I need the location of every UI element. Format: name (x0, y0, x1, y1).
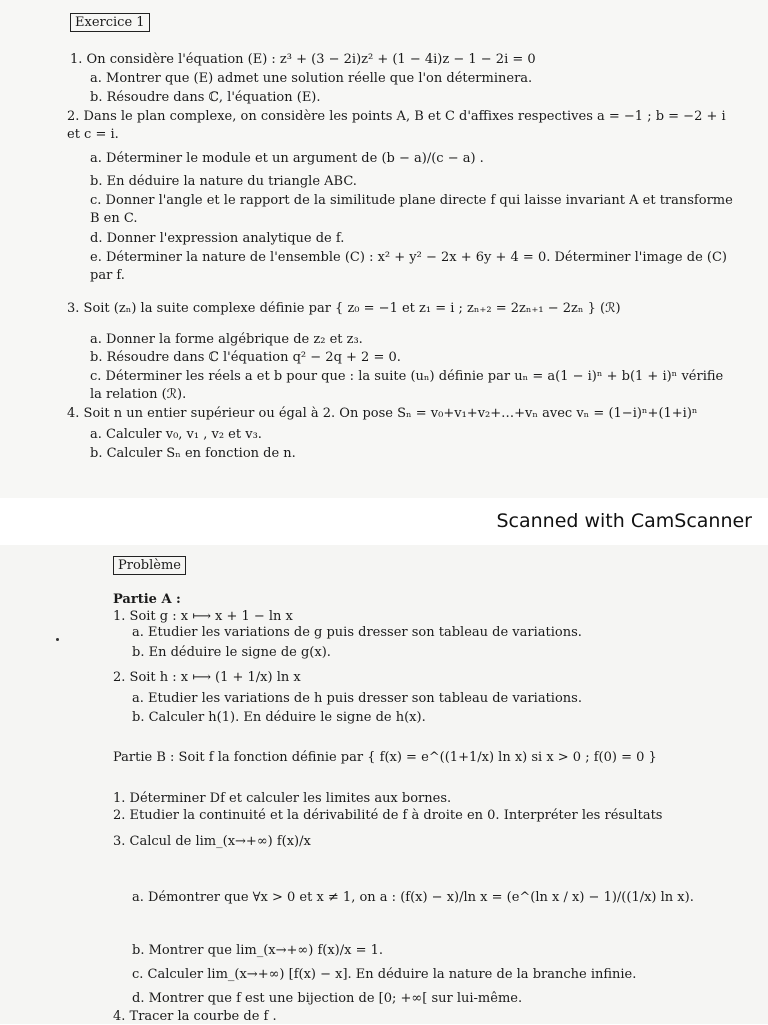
problem-line: a. Démontrer que ∀x > 0 et x ≠ 1, on a : (f(x) − x)/ln x = (e^(ln x / x) − 1)/((1/x) ln x). (132, 890, 694, 905)
exercise-line: la relation (ℛ). (90, 387, 187, 402)
problem-line: 2. Soit h : x ⟼ (1 + 1/x) ln x (113, 670, 301, 685)
problem-line: Partie A : (113, 592, 181, 607)
exercise-line: a. Montrer que (E) admet une solution réelle que l'on déterminera. (90, 71, 533, 86)
exercise-line: d. Donner l'expression analytique de f. (90, 231, 345, 246)
problem-line: b. Calculer h(1). En déduire le signe de h(x). (132, 710, 426, 725)
problem-line: a. Etudier les variations de g puis dresser son tableau de variations. (132, 625, 582, 640)
problem-line: c. Calculer lim_(x→+∞) [f(x) − x]. En déduire la nature de la branche infinie. (132, 967, 637, 982)
problem-line: d. Montrer que f est une bijection de [0; +∞[ sur lui-même. (132, 991, 523, 1006)
exercise-line: et c = i. (67, 127, 119, 142)
exercise-line: B en C. (90, 211, 138, 226)
exercise-title: Exercice 1 (70, 13, 150, 32)
exercise-line: c. Déterminer les réels a et b pour que : la suite (uₙ) définie par uₙ = a(1 − i)ⁿ + b(1 + i)ⁿ vérifie (90, 369, 724, 384)
exercise-line: 3. Soit (zₙ) la suite complexe définie par { z₀ = −1 et z₁ = i ; zₙ₊₂ = 2zₙ₊₁ − 2zₙ } (ℛ) (67, 301, 621, 316)
exercise-line: a. Donner la forme algébrique de z₂ et z₃. (90, 332, 363, 347)
problem-line: 4. Tracer la courbe de f . (113, 1009, 277, 1024)
problem-line: b. En déduire le signe de g(x). (132, 645, 331, 660)
exercise-line: b. Calculer Sₙ en fonction de n. (90, 446, 296, 461)
exercise-line: b. Résoudre dans ℂ, l'équation (E). (90, 90, 321, 105)
problem-line: 2. Etudier la continuité et la dérivabilité de f à droite en 0. Interpréter les résultats (113, 808, 663, 823)
exercise-line: 2. Dans le plan complexe, on considère les points A, B et C d'affixes respectives a = −1 ; b = −2 + i (67, 109, 726, 124)
problem-title: Problème (113, 556, 186, 575)
exercise-sheet (0, 0, 768, 498)
problem-line: 3. Calcul de lim_(x→+∞) f(x)/x (113, 834, 311, 849)
exercise-line: par f. (90, 268, 125, 283)
problem-line: b. Montrer que lim_(x→+∞) f(x)/x = 1. (132, 943, 384, 958)
problem-line: 1. Déterminer Df et calculer les limites aux bornes. (113, 791, 452, 806)
problem-line: 1. Soit g : x ⟼ x + 1 − ln x (113, 609, 293, 624)
exercise-line: b. Résoudre dans ℂ l'équation q² − 2q + 2 = 0. (90, 350, 401, 365)
speck (56, 638, 59, 641)
exercise-line: c. Donner l'angle et le rapport de la similitude plane directe f qui laisse invariant A et transforme (90, 193, 733, 208)
exercise-line: 4. Soit n un entier supérieur ou égal à 2. On pose Sₙ = v₀+v₁+v₂+…+vₙ avec vₙ = (1−i)ⁿ+(1+i)ⁿ (67, 406, 698, 421)
exercise-line: e. Déterminer la nature de l'ensemble (C) : x² + y² − 2x + 6y + 4 = 0. Déterminer l'image de (C) (90, 250, 727, 265)
problem-line: a. Etudier les variations de h puis dresser son tableau de variations. (132, 691, 582, 706)
scanner-watermark: Scanned with CamScanner (496, 510, 752, 532)
problem-line: Partie B : Soit f la fonction définie par { f(x) = e^((1+1/x) ln x) si x > 0 ; f(0) = 0 } (113, 750, 657, 765)
exercise-line: 1. On considère l'équation (E) : z³ + (3 − 2i)z² + (1 − 4i)z − 1 − 2i = 0 (70, 52, 536, 67)
exercise-line: a. Déterminer le module et un argument de (b − a)/(c − a) . (90, 151, 484, 166)
exercise-line: a. Calculer v₀, v₁ , v₂ et v₃. (90, 427, 262, 442)
exercise-line: b. En déduire la nature du triangle ABC. (90, 174, 357, 189)
